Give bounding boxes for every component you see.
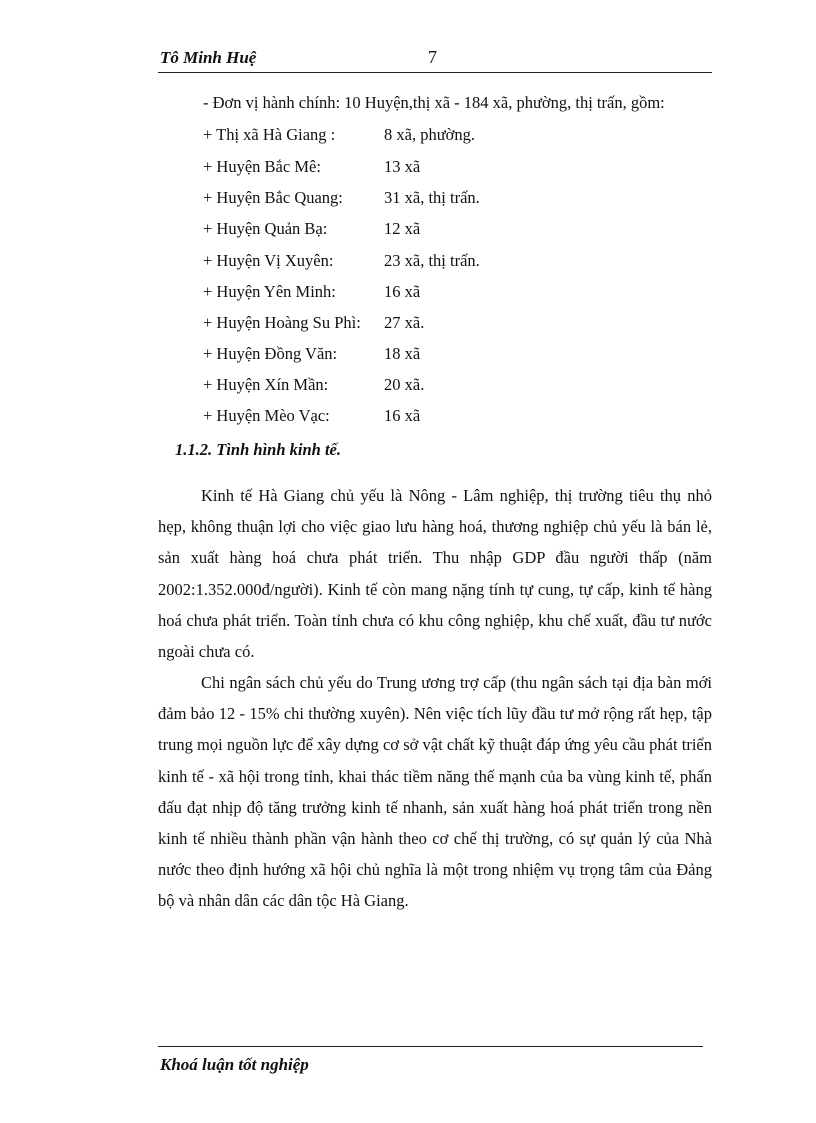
unit-name: + Huyện Yên Minh: — [203, 282, 336, 301]
unit-name: + Huyện Xín Mần: — [203, 375, 329, 394]
unit-count: 8 xã, phường. — [384, 125, 475, 144]
unit-name: + Huyện Đồng Văn: — [203, 344, 338, 363]
unit-name: + Huyện Mèo Vạc: — [203, 406, 330, 425]
economy-paragraph: Kinh tế Hà Giang chủ yếu là Nông - Lâm nghiệp, thị trường tiêu thụ nhỏ hẹp, không thuận lợi cho việc giao lưu hàng hoá, thương nghiệp chủ yếu là bán lẻ, sản xuất hàng hoá chưa phát triển. Thu nhập GDP đầu người thấp (năm 2002:1.352.000đ/người). Kinh tế còn mang nặng tính tự cung, tự cấp, kinh tế hàng hoá chưa phát triển. Toàn tỉnh chưa có khu công nghiệp, khu chế xuất, đầu tư nước ngoài chưa có. — [158, 486, 712, 662]
unit-count: 23 xã, thị trấn. — [384, 251, 480, 270]
unit-count: 16 xã — [384, 406, 421, 425]
unit-name: + Huyện Hoàng Su Phì: — [203, 313, 361, 332]
unit-count: 18 xã — [384, 344, 421, 363]
unit-count: 27 xã. — [384, 313, 425, 332]
unit-count: 31 xã, thị trấn. — [384, 188, 480, 207]
unit-name: + Huyện Vị Xuyên: — [203, 251, 334, 270]
unit-count: 16 xã — [384, 282, 421, 301]
page-header — [158, 46, 712, 73]
unit-name: + Thị xã Hà Giang : — [203, 125, 336, 144]
admin-intro: - Đơn vị hành chính: 10 Huyện,thị xã - 184 xã, phường, thị trấn, gồm: — [203, 93, 665, 112]
unit-name: + Huyện Quản Bạ: — [203, 219, 328, 238]
page-number: 7 — [428, 47, 437, 67]
section-heading: 1.1.2. Tình hình kinh tế. — [175, 440, 341, 459]
header-author: Tô Minh Huệ — [160, 48, 257, 67]
unit-count: 12 xã — [384, 219, 421, 238]
unit-name: + Huyện Bắc Quang: — [203, 188, 343, 207]
footer-text: Khoá luận tốt nghiệp — [160, 1055, 309, 1074]
budget-paragraph: Chi ngân sách chủ yếu do Trung ương trợ cấp (thu ngân sách tại địa bàn mới đảm bảo 12 - 15% chi thường xuyên). Nên việc tích lũy đầu tư mở rộng rất hẹp, tập trung mọi nguồn lực để xây dựng cơ sở vật chất kỹ thuật đáp ứng yêu cầu phát triển kinh tế - xã hội trong tỉnh, khai thác tiềm năng thế mạnh của ba vùng kinh tế, phấn đấu đạt nhịp độ tăng trưởng kinh tế nhanh, sản xuất hàng hoá phát triển trong nền kinh tế nhiều thành phần vận hành theo cơ chế thị trường, có sự quản lý của Nhà nước theo định hướng xã hội chủ nghĩa là một trong nhiệm vụ trọng tâm của Đảng bộ và nhân dân các dân tộc Hà Giang. — [158, 673, 712, 911]
unit-name: + Huyện Bắc Mê: — [203, 157, 321, 176]
footer-divider — [158, 1046, 703, 1047]
unit-count: 20 xã. — [384, 375, 425, 394]
unit-count: 13 xã — [384, 157, 421, 176]
